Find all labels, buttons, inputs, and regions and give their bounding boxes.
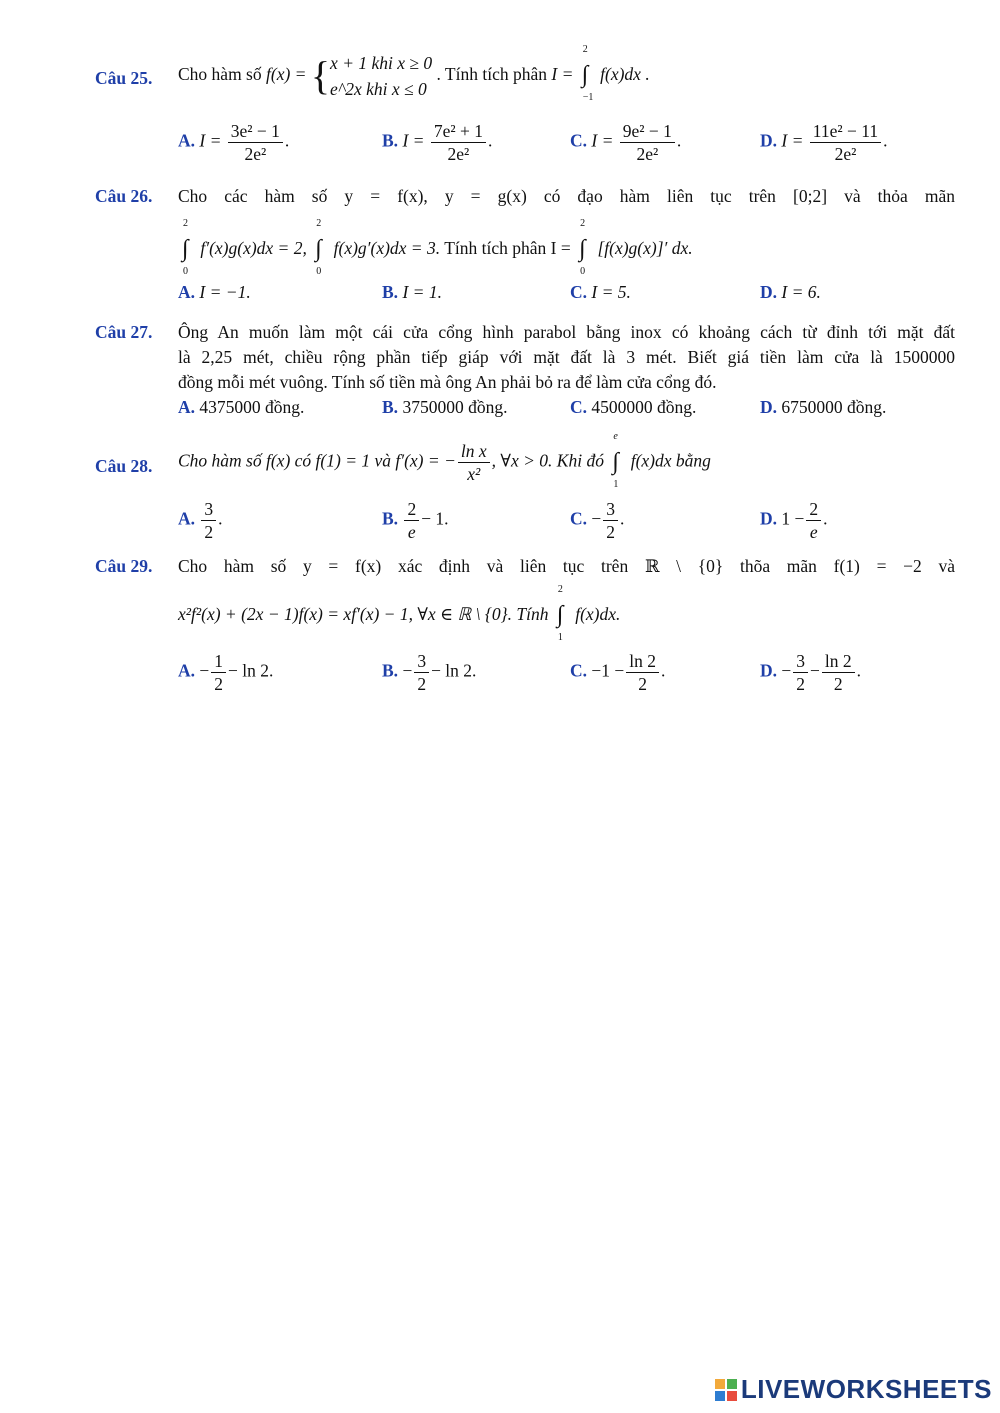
question-stem: Cho hàm số f(x) = { x + 1 khi x ≥ 0 e^2x khi x ≤ 0 . Tính tích phân I = 2 ∫ −1 f(x)dx . bbox=[178, 44, 650, 103]
option-d[interactable]: D. 1 − $\frac{2}{e}$ . bbox=[760, 499, 828, 542]
fraction: $\frac{\text{11e² − 11}}{\text{2e²}}$ bbox=[810, 120, 881, 165]
option-b[interactable]: B. − $\frac{3}{2}$ − ln 2. bbox=[382, 651, 477, 694]
option-a[interactable]: A. I = $\frac{\text{3e² − 1}}{\text{2e²}}$ . bbox=[178, 121, 290, 164]
question-label: Câu 28. bbox=[95, 456, 153, 476]
integral-sign: e ∫ 1 bbox=[612, 430, 619, 490]
fraction: $\frac{3}{2}$ bbox=[201, 498, 216, 543]
fraction: $\frac{1}{2}$ bbox=[211, 650, 226, 695]
question-stem: Cho các hàm số y = f(x), y = g(x) có đạo hàm liên tục trên [0;2] và thỏa mãn bbox=[178, 186, 955, 206]
fraction: $\frac{\ln 2}{2}$ bbox=[626, 650, 659, 695]
question-label: Câu 25. bbox=[95, 68, 153, 88]
fraction: $\frac{\text{9e² − 1}}{\text{2e²}}$ bbox=[620, 120, 675, 165]
option-d[interactable]: D. 6750000 đồng. bbox=[760, 397, 887, 417]
fraction: $\frac{\ln 2}{2}$ bbox=[822, 650, 855, 695]
option-c[interactable]: C. I = 5. bbox=[570, 282, 631, 302]
fraction: $\frac{2}{e}$ bbox=[806, 498, 821, 543]
option-c[interactable]: C. −1 − $\frac{\ln 2}{2}$ . bbox=[570, 651, 666, 694]
question-stem-line-1: Ông An muốn làm một cái cửa cổng hình parabol bằng inox có khoảng cách từ đỉnh tới mặt đất bbox=[178, 322, 955, 342]
question-stem: Cho hàm số y = f(x) xác định và liên tục trên ℝ \ {0} thõa mãn f(1) = −2 và bbox=[178, 556, 955, 576]
option-a[interactable]: A. I = −1. bbox=[178, 282, 251, 302]
option-b[interactable]: B. I = $\frac{\text{7e² + 1}}{\text{2e²}}$ . bbox=[382, 121, 493, 164]
fraction: $\frac{2}{e}$ bbox=[404, 498, 419, 543]
option-d[interactable]: D. − $\frac{3}{2}$ − $\frac{\ln 2}{2}$ . bbox=[760, 651, 862, 694]
option-a[interactable]: A. $\frac{3}{2}$ . bbox=[178, 499, 223, 542]
fraction: $\frac{\text{ln x}}{\text{x²}}$ bbox=[458, 440, 490, 485]
fraction: $\frac{3}{2}$ bbox=[793, 650, 808, 695]
question-label: Câu 27. bbox=[95, 322, 153, 342]
logo-icon bbox=[715, 1379, 737, 1401]
fraction: $\frac{3}{2}$ bbox=[603, 498, 618, 543]
option-b[interactable]: B. 3750000 đồng. bbox=[382, 397, 508, 417]
logo-text: LIVEWORKSHEETS bbox=[740, 1374, 992, 1404]
question-label: Câu 26. bbox=[95, 186, 153, 206]
question-stem-line-3: đồng mỗi mét vuông. Tính số tiền mà ông An phải bỏ ra để làm cửa cổng đó. bbox=[178, 372, 717, 392]
option-c[interactable]: C. I = $\frac{\text{9e² − 1}}{\text{2e²}}$ . bbox=[570, 121, 682, 164]
piecewise-definition: x + 1 khi x ≥ 0 e^2x khi x ≤ 0 bbox=[330, 53, 433, 99]
integral-sign: 2 ∫ −1 bbox=[581, 44, 594, 103]
option-a[interactable]: A. 4375000 đồng. bbox=[178, 397, 305, 417]
question-conditions: 2 ∫ 0 f′(x)g(x)dx = 2, 2 ∫ 0 f(x)g′(x)dx = 3. Tính tích phân I = 2 ∫ 0 [f(x)g(x)]′ dx. bbox=[182, 218, 693, 277]
fraction: $\frac{\text{3e² − 1}}{\text{2e²}}$ bbox=[228, 120, 283, 165]
integral-sign: 2 ∫ 0 bbox=[579, 218, 586, 277]
question-stem-line-2: là 2,25 mét, chiều rộng phần tiếp giáp với mặt đất là 3 mét. Biết giá tiền làm cửa là 1500000 bbox=[178, 347, 955, 367]
fraction: $\frac{\text{7e² + 1}}{\text{2e²}}$ bbox=[431, 120, 486, 165]
option-d[interactable]: D. I = 6. bbox=[760, 282, 821, 302]
integral-sign: 2 ∫ 0 bbox=[182, 218, 189, 277]
question-stem: Cho hàm số f(x) có f(1) = 1 và f′(x) = − $\frac{\text{ln x}}{\text{x²}}$ , ∀x > 0. Khi đó e ∫ 1 f(x)dx bằng bbox=[178, 430, 711, 490]
integral-sign: 2 ∫ 0 bbox=[315, 218, 322, 277]
option-b[interactable]: B. I = 1. bbox=[382, 282, 442, 302]
liveworksheets-logo[interactable] bbox=[715, 1374, 992, 1405]
question-label: Câu 29. bbox=[95, 556, 153, 576]
question-equation: x²f²(x) + (2x − 1)f(x) = xf′(x) − 1, ∀x ∈ ℝ \ {0}. Tính 2 ∫ 1 f(x)dx. bbox=[178, 584, 621, 643]
option-b[interactable]: B. $\frac{2}{e}$ − 1. bbox=[382, 499, 449, 542]
option-c[interactable]: C. − $\frac{3}{2}$ . bbox=[570, 499, 625, 542]
option-d[interactable]: D. I = $\frac{\text{11e² − 11}}{\text{2e²}}$ . bbox=[760, 121, 888, 164]
integral-sign: 2 ∫ 1 bbox=[556, 584, 564, 643]
option-c[interactable]: C. 4500000 đồng. bbox=[570, 397, 697, 417]
fraction: $\frac{3}{2}$ bbox=[414, 650, 429, 695]
option-a[interactable]: A. − $\frac{1}{2}$ − ln 2. bbox=[178, 651, 274, 694]
